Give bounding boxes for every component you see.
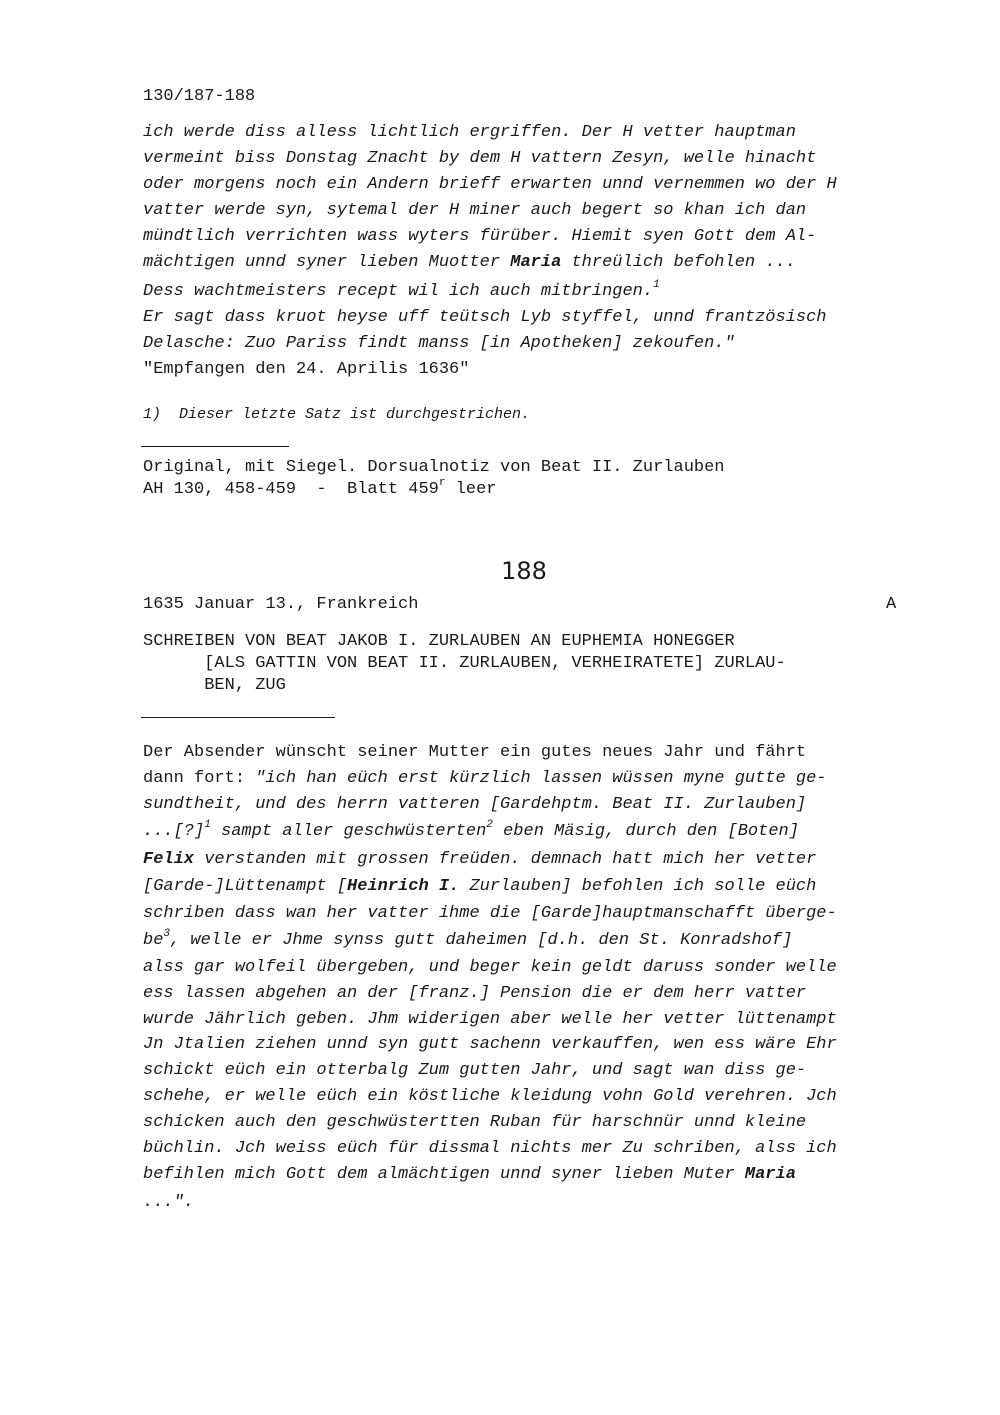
date-place: 1635 Januar 13., Frankreich (143, 595, 419, 614)
emphasized-name: Felix (143, 850, 195, 869)
text-line: schehe, er welle eüch ein köstliche kleidung vohn Gold verehren. Jch (143, 1087, 837, 1106)
separator-rule (141, 717, 335, 718)
document-type: A (886, 595, 897, 614)
text-span: be (143, 931, 164, 950)
text-span: verstanden mit grossen freüden. demnach hatt mich her vetter (194, 850, 817, 869)
text-line: büchlin. Jch weiss eüch für dissmal nichts mer Zu schriben, alss ich (143, 1139, 837, 1158)
emphasized-name: Heinrich I. (347, 877, 460, 896)
text-span: dann fort: (143, 769, 256, 788)
text-span: threülich befohlen ... (561, 253, 796, 272)
footnote-marker: 1 (204, 819, 211, 832)
text-line (143, 821, 799, 843)
text-line: ...". (143, 1193, 195, 1212)
source-note (143, 479, 496, 501)
text-line: sundtheit, und des herrn vatteren [Gardehptm. Beat II. Zurlauben] (143, 795, 807, 814)
text-span: , welle er Jhme synss gutt daheimen [d.h. den St. Konradshof] (170, 931, 793, 950)
text-line (143, 768, 827, 790)
text-line: alss gar wolfeil übergeben, und beger kein geldt daruss sonder welle (143, 958, 837, 977)
text-span: befihlen mich Gott dem almächtigen unnd syner lieben Muter (143, 1165, 745, 1184)
document-number: 188 (501, 557, 547, 585)
footnote: 1) Dieser letzte Satz ist durchgestrichen. (143, 406, 531, 423)
separator-rule (141, 446, 289, 447)
emphasized-name: Maria (744, 1165, 796, 1184)
text-span: sampt aller geschwüsterten (210, 822, 487, 841)
footnote-marker: 3 (163, 928, 171, 941)
text-span: Zurlauben] befohlen ich solle eüch (459, 877, 817, 896)
text-line (143, 930, 792, 952)
source-note: Original, mit Siegel. Dorsualnotiz von Beat II. Zurlauben (143, 458, 725, 477)
text-line: ess lassen abgehen an der [franz.] Pension die er dem herr vatter (143, 984, 807, 1003)
text-line: vermeint biss Donstag Znacht by dem H vattern Zesyn, welle hinacht (143, 149, 817, 168)
text-line (143, 849, 816, 871)
text-line (143, 281, 660, 303)
document-title: SCHREIBEN VON BEAT JAKOB I. ZURLAUBEN AN EUPHEMIA HONEGGER (143, 632, 735, 651)
text-span: mächtigen unnd syner lieben Muotter (143, 253, 511, 272)
superscript: r (438, 477, 446, 490)
text-line: ich werde diss alless lichtlich ergriffen. Der H vetter hauptman (143, 123, 796, 142)
text-line: wurde Jährlich geben. Jhm widerigen aber welle her vetter lüttenampt (143, 1010, 837, 1029)
text-line (143, 876, 816, 898)
text-line: Delasche: Zuo Pariss findt manss [in Apotheken] zekoufen." (143, 334, 735, 353)
quote-span: "ich han eüch erst kürzlich lassen wüssen myne gutte ge- (255, 769, 827, 788)
text-span: eben Mäsig, durch den [Boten] (492, 822, 799, 841)
text-line: mündtlich verrichten wass wyters fürüber. Hiemit syen Gott dem Al- (143, 227, 817, 246)
emphasized-name: Maria (510, 253, 562, 272)
footnote-marker: 1 (653, 279, 660, 292)
text-span: ...[?] (143, 822, 205, 841)
text-line: schickt eüch ein otterbalg Zum gutten Jahr, und sagt wan diss ge- (143, 1061, 807, 1080)
text-line: Er sagt dass kruot heyse uff teütsch Lyb styffel, unnd frantzösisch (143, 308, 827, 327)
text-span: AH 130, 458-459 - Blatt 459 (143, 480, 439, 499)
text-line: Der Absender wünscht seiner Mutter ein gutes neues Jahr und fährt (143, 743, 807, 762)
text-line: oder morgens noch ein Andern brieff erwarten unnd vernemmen wo der H (143, 175, 837, 194)
text-span: [Garde-]Lüttenampt [ (143, 877, 348, 896)
text-line (143, 1164, 796, 1186)
text-line: Jn Jtalien ziehen unnd syn gutt sachenn verkauffen, wen ess wäre Ehr (143, 1035, 837, 1054)
received-note: "Empfangen den 24. Aprilis 1636" (143, 360, 470, 379)
running-header: 130/187-188 (143, 87, 256, 106)
document-title: BEN, ZUG (143, 676, 286, 695)
text-line: schicken auch den geschwüstertten Ruban für harschnür unnd kleine (143, 1113, 807, 1132)
text-span: leer (445, 480, 497, 499)
document-title: [ALS GATTIN VON BEAT II. ZURLAUBEN, VERHEIRATETE] ZURLAU- (143, 654, 786, 673)
text-line (143, 252, 796, 274)
footnote-marker: 2 (486, 819, 493, 832)
text-line: schriben dass wan her vatter ihme die [Garde]hauptmanschafft überge- (143, 904, 837, 923)
text-span: Dess wachtmeisters recept wil ich auch mitbringen. (143, 282, 654, 301)
text-line: vatter werde syn, sytemal der H miner auch begert so khan ich dan (143, 201, 807, 220)
